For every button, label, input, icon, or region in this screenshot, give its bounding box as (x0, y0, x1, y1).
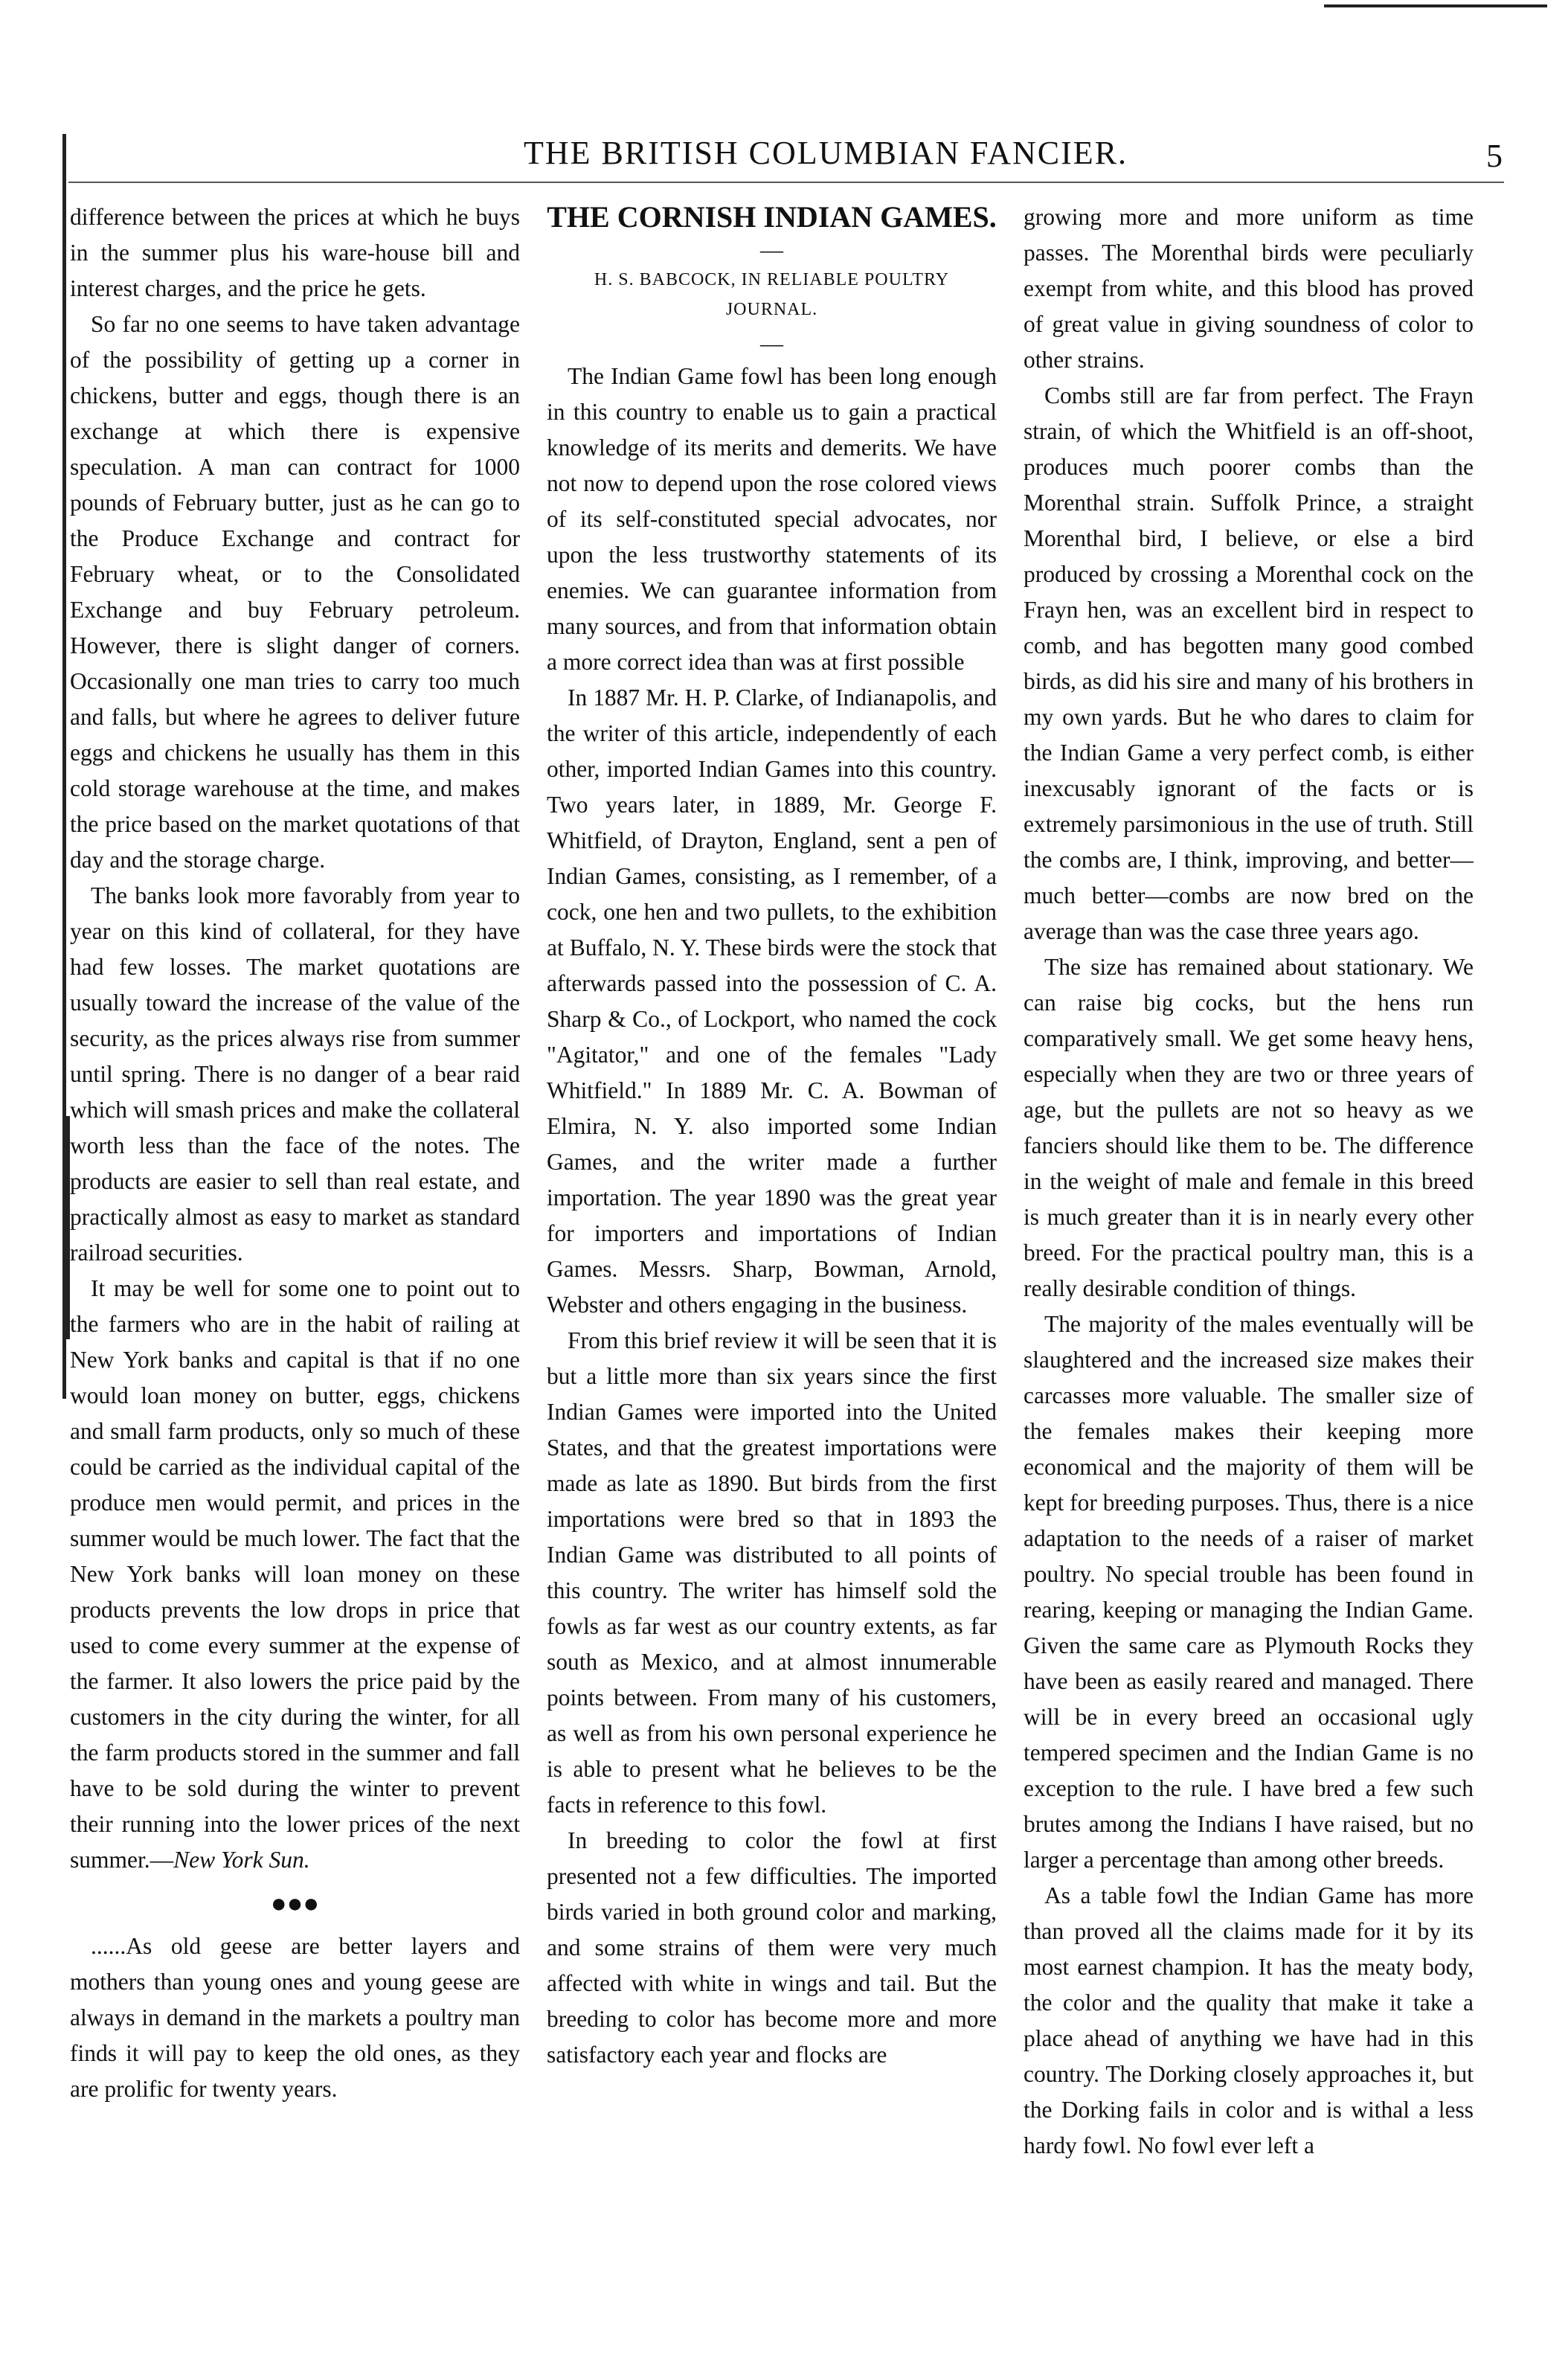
paragraph: growing more and more uniform as time passes. The Morenthal birds were peculiarly exempt from white, and this blood has proved of great value in giving soundness of color to other strains. (1024, 204, 1474, 373)
title-dash: — (760, 237, 783, 263)
paragraph: Combs still are far from perfect. The Frayn strain, of which the Whitfield is an off-shoot, produces much poorer combs than the Morenthal strain. Suffolk Prince, a straight Morenthal bird, I believe, or else a bird produced by crossing a Morenthal cock on the Frayn hen, was an excellent bird in respect to comb, and has begotten many good combed birds, as did his sire and many of his brothers in my own yards. But he who dares to claim for the Indian Game a very perfect comb, is either inexcusably ignorant of the facts or is extremely parsimonious in the use of truth. Still the combs are, I think, improving, and better—much better—combs are now bred on the average than was the case three years ago. (1024, 382, 1474, 944)
byline-dash: — (760, 330, 783, 356)
header-rule (68, 182, 1504, 183)
paragraph-text: It may be well for some one to point out to the farmers who are in the habit of railing at New York banks and capital is that if no one would loan money on butter, eggs, chickens and small farm products, only so much of these could be carried as the individual capital of the produce men would permit, and prices in the summer would be much lower. The fact that the New York banks will loan money on these products prevents the low drops in price that used to come every summer at the expense of the farmer. It also lowers the price paid by the customers in the city during the winter, for all the farm products stored in the summer and fall have to be sold during the winter to prevent their running into the lower prices of the next summer.— (70, 1275, 520, 1873)
paragraph: The banks look more favorably from year to year on this kind of collateral, for they have had few losses. The market quotations are usually toward the increase of the value of the security, as the prices always rise from summer until spring. There is no danger of a bear raid which will smash prices and make the collateral worth less than the face of the notes. The products are easier to sell than real estate, and practically almost as easy to market as standard railroad securities. (70, 882, 520, 1266)
paragraph: The majority of the males eventually will be slaughtered and the increased size makes their carcasses more valuable. The smaller size of the females makes their keeping more economical and the majority of them will be kept for breeding purposes. Thus, there is a nice adaptation to the needs of a raiser of market poultry. No special trouble has been found in rearing, keeping or managing the Indian Game. Given the same care as Plymouth Rocks they have been as easily reared and managed. There will be in every breed an occasional ugly tempered specimen and the Indian Game is no exception to the rule. I have bred a few such brutes among the Indians I have raised, but no larger a percentage than among other breeds. (1024, 1311, 1474, 1873)
paragraph: The size has remained about stationary. We can raise big cocks, but the hens run comparatively small. We get some heavy hens, especially when they are two or three years of age, but the pullets are not so heavy as we fanciers should like them to be. The difference in the weight of male and female in this breed is much greater than it is in nearly every other breed. For the practical poultry man, this is a really desirable condition of things. (1024, 954, 1474, 1301)
article-byline: H. S. BABCOCK, IN RELIABLE POULTRY JOURNAL. (594, 270, 950, 319)
source-credit: New York Sun. (173, 1847, 310, 1873)
column-2 (547, 199, 997, 2342)
publication-title: THE BRITISH COLUMBIAN FANCIER. (523, 135, 1128, 171)
column-1 (70, 199, 520, 2342)
paragraph: difference between the prices at which he buys in the summer plus his ware-house bill and interest charges, and the price he gets. (70, 204, 520, 301)
section-ornament: ●●● (270, 1888, 320, 1918)
running-head (67, 132, 1503, 177)
paragraph: As a table fowl the Indian Game has more than proved all the claims made for it by its most earnest champion. It has the meaty body, the color and the quality that make it take a place ahead of anything we have had in this country. The Dorking closely approaches it, but the Dorking fails in color and is withal a less hardy fowl. No fowl ever left a (1024, 1882, 1474, 2158)
paragraph: From this brief review it will be seen that it is but a little more than six years since the first Indian Games were imported into the United States, and that the greatest importations were made as late as 1890. But birds from the first importations were bred so that in 1893 the Indian Game was distributed to all points of this country. The writer has himself sold the fowls as far west as our country extents, as far south as Mexico, and at almost innumerable points between. From many of his customers, as well as from his own personal experience he is able to present what he believes to be the facts in reference to this fowl. (547, 1327, 997, 1818)
paragraph: ......As old geese are better layers and mothers than young ones and young geese are always in demand in the markets a poultry man finds it will pay to keep the old ones, as they are prolific for twenty years. (70, 1933, 520, 2102)
paragraph: In breeding to color the fowl at first presented not a few difficulties. The imported birds varied in both ground color and marking, and some strains of them were very much affected with white in wings and tail. But the breeding to color has become more and more satisfactory each year and flocks are (547, 1827, 997, 2068)
top-edge-rule (1324, 4, 1547, 7)
column-3 (1024, 199, 1474, 2342)
paragraph: In 1887 Mr. H. P. Clarke, of Indianapolis, and the writer of this article, independently of each other, imported Indian Games into this country. Two years later, in 1889, Mr. George F. Whitfield, of Drayton, England, sent a pen of Indian Games, consisting, as I remember, of a cock, one hen and two pullets, to the exhibition at Buffalo, N. Y. These birds were the stock that afterwards passed into the possession of C. A. Sharp & Co., of Lockport, who named the cock "Agitator," and one of the females "Lady Whitfield." In 1889 Mr. C. A. Bowman of Elmira, N. Y. also imported some Indian Games, and the writer made a further importation. The year 1890 was the great year for importers and importations of Indian Games. Messrs. Sharp, Bowman, Arnold, Webster and others engaging in the business. (547, 685, 997, 1318)
page-number: 5 (1486, 138, 1503, 174)
paragraph: The Indian Game fowl has been long enough in this country to enable us to gain a practical knowledge of its merits and demerits. We have not now to depend upon the rose colored views of its self-constituted special advocates, nor upon the less trustworthy statements of its enemies. We can guarantee information from many sources, and from that information obtain a more correct idea than was at first possible (547, 363, 997, 675)
paragraph: So far no one seems to have taken advantage of the possibility of getting up a corner in chickens, butter and eggs, though there is an exchange at which there is expensive speculation. A man can contract for 1000 pounds of February butter, just as he can go to the Produce Exchange and contract for February wheat, or to the Consolidated Exchange and buy February petroleum. However, there is slight danger of corners. Occasionally one man tries to carry too much and falls, but where he agrees to deliver future eggs and chickens he usually has them in this cold storage warehouse at the time, and makes the price based on the market quotations of that day and the storage charge. (70, 311, 520, 873)
paragraph (70, 1271, 520, 1878)
left-margin-mark (62, 1116, 70, 1339)
article-title: THE CORNISH INDIAN GAMES. (547, 200, 997, 234)
